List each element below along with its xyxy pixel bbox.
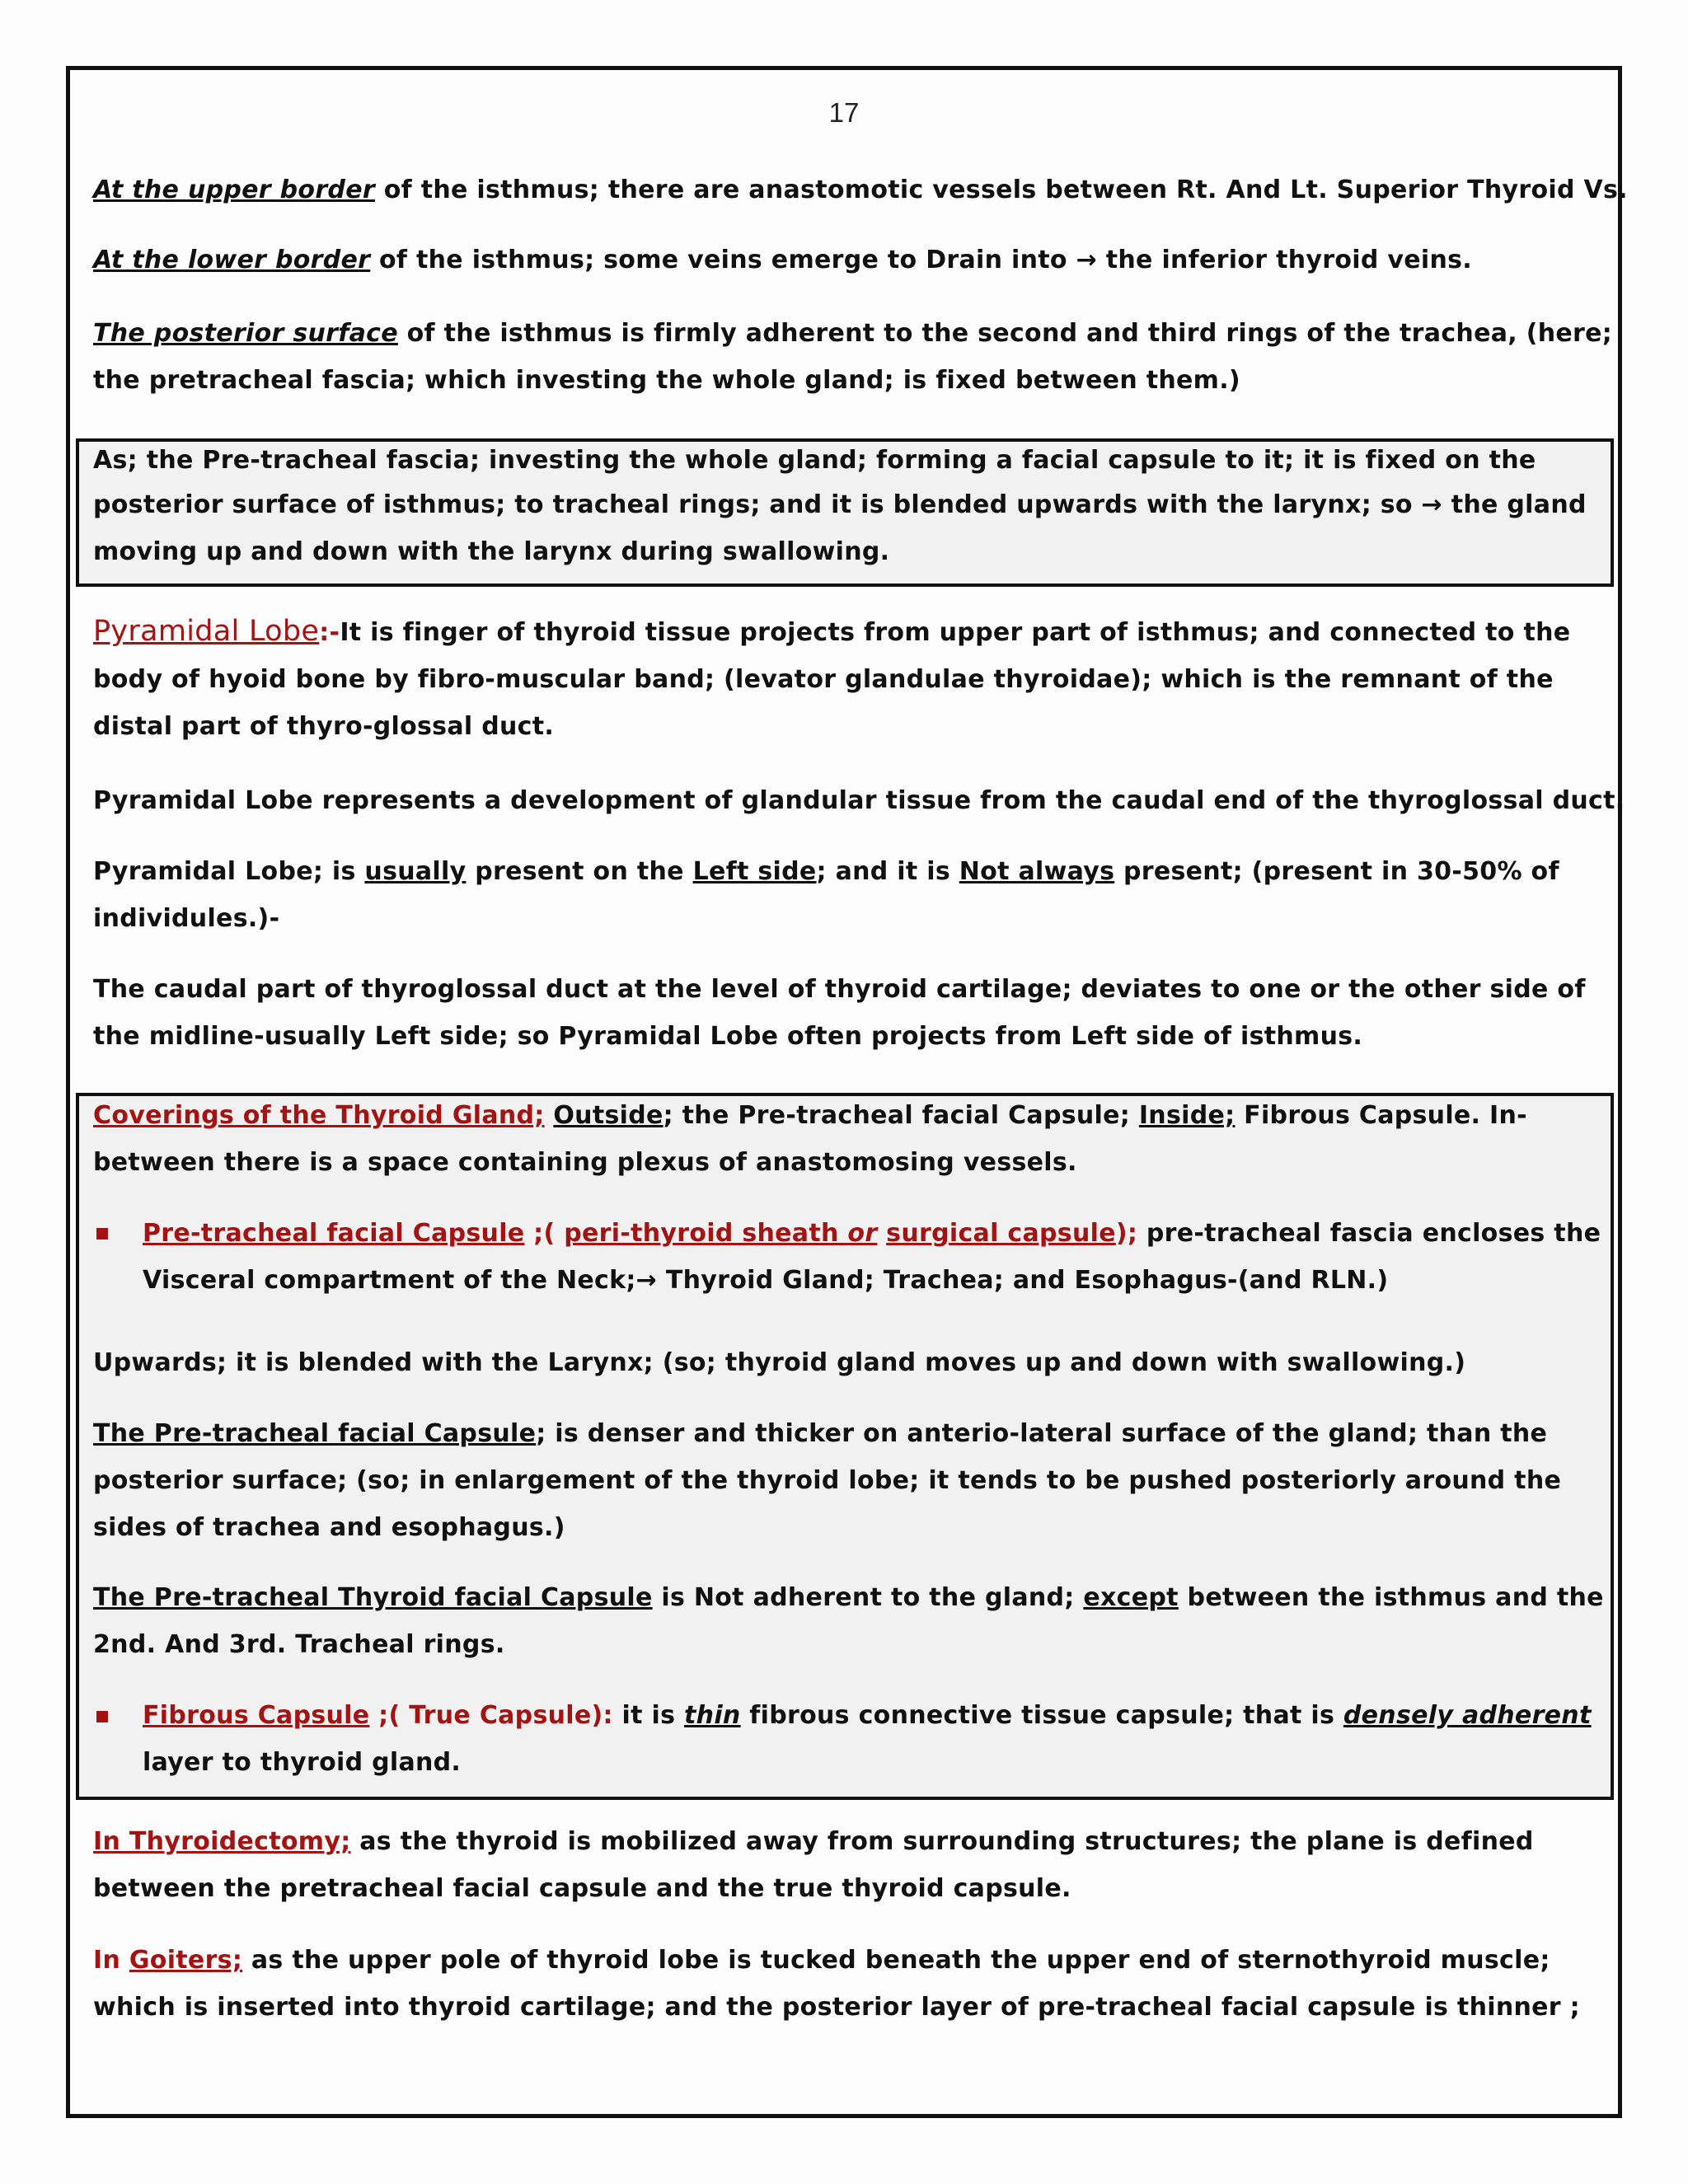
pyr-side-not-always: Not always: [959, 857, 1115, 886]
caudal-part-line1: The caudal part of thyroglossal duct at the level of thyroid cartilage; deviates to one or the other side of: [93, 975, 1586, 1004]
pyr-side-left: Left side: [692, 857, 817, 886]
upper-border-term: At the upper border: [93, 176, 375, 204]
pyramidal-side-paragraph: [93, 848, 1601, 942]
pyramidal-lobe-line1: It is finger of thyroid tissue projects from upper part of isthmus; and connected to the: [340, 618, 1571, 647]
posterior-surface-paragraph: [93, 310, 1613, 404]
pyramidal-lobe-heading: Pyramidal Lobe: [93, 615, 320, 648]
surgical-capsule: surgical capsule: [886, 1219, 1116, 1248]
upper-border-paragraph: [93, 166, 1628, 213]
pretracheal-capsule-bullet: [143, 1210, 1651, 1304]
fibrous-capsule-bullet: [143, 1692, 1651, 1786]
fascia-note-text: [93, 437, 1601, 575]
pyramidal-lobe-paragraph: [93, 608, 1601, 750]
b2-c: it is: [612, 1701, 685, 1730]
thyroid-facial-capsule-term: The Pre-tracheal Thyroid facial Capsule: [93, 1583, 653, 1612]
caudal-part-paragraph: [93, 966, 1601, 1060]
pyr-side-usually: usually: [364, 857, 467, 886]
pyr-side-e: ; and it is: [816, 857, 959, 886]
pyramidal-lobe-line2: body of hyoid bone by fibro-muscular band; (levator glandulae thyroidae); which is the remnant of the: [93, 665, 1554, 694]
posterior-surface-line2: the pretracheal fascia; which investing the whole gland; is fixed between them.): [93, 366, 1240, 395]
thyroidectomy-paragraph: [93, 1818, 1601, 1912]
lower-border-text: of the isthmus; some veins emerge to Drain into → the inferior thyroid veins.: [370, 246, 1472, 274]
pretracheal-capsule-term: Pre-tracheal facial Capsule: [143, 1219, 525, 1248]
not-adherent-paragraph: [93, 1574, 1604, 1668]
fascia-note-line3: moving up and down with the larynx during swallowing.: [93, 537, 890, 566]
fibrous-capsule-term: Fibrous Capsule: [143, 1701, 370, 1730]
coverings-inside: Inside;: [1138, 1101, 1236, 1130]
b2-e: fibrous connective tissue capsule; that is: [740, 1701, 1343, 1730]
not-adherent-line2: 2nd. And 3rd. Tracheal rings.: [93, 1630, 505, 1659]
denser-capsule-paragraph: [93, 1410, 1601, 1551]
caudal-part-line2: the midline-usually Left side; so Pyramidal Lobe often projects from Left side of isthmus.: [93, 1022, 1363, 1051]
pyr-side-c: present on the: [466, 857, 693, 886]
goiters-heading: Goiters;: [129, 1946, 243, 1975]
upwards-paragraph: Upwards; it is blended with the Larynx; (so; thyroid gland moves up and down with swallowing.): [93, 1348, 1466, 1377]
not-adherent-b: is Not adherent to the gland;: [652, 1583, 1084, 1612]
upper-border-text: of the isthmus; there are anastomotic vessels between Rt. And Lt. Superior Thyroid Vs.: [374, 176, 1628, 204]
peri-thyroid-sheath: peri-thyroid sheath: [564, 1219, 848, 1248]
densely-adherent-term: densely adherent: [1343, 1701, 1592, 1730]
pyr-side-line2: individules.)-: [93, 904, 280, 933]
denser-line3: sides of trachea and esophagus.): [93, 1513, 565, 1542]
true-capsule: ;( True Capsule):: [369, 1701, 613, 1730]
posterior-surface-term: The posterior surface: [93, 319, 398, 348]
denser-line1: ; is denser and thicker on anterio-lateral surface of the gland; than the: [536, 1419, 1548, 1448]
lower-border-term: At the lower border: [93, 246, 371, 274]
pyramidal-lobe-line3: distal part of thyro-glossal duct.: [93, 712, 555, 741]
denser-line2: posterior surface; (so; in enlargement of the thyroid lobe; it tends to be pushed posteriorly around the: [93, 1466, 1562, 1495]
thyroidectomy-line2: between the pretracheal facial capsule and the true thyroid capsule.: [93, 1874, 1071, 1903]
pyramidal-lobe-sep: :-: [319, 618, 340, 647]
fascia-note-line2: posterior surface of isthmus; to tracheal rings; and it is blended upwards with the larynx; so → the gland: [93, 490, 1587, 519]
posterior-surface-text: of the isthmus is firmly adherent to the second and third rings of the trachea, (here;: [397, 319, 1613, 348]
thin-term: thin: [684, 1701, 741, 1730]
bullet-icon: [96, 1228, 108, 1240]
goiters-line2: which is inserted into thyroid cartilage; and the posterior layer of pre-tracheal facial capsule is thinner ;: [93, 1993, 1580, 2022]
coverings-line2: between there is a space containing plexus of anastomosing vessels.: [93, 1148, 1077, 1177]
b1-space: [877, 1219, 886, 1248]
goiters-paragraph: [93, 1937, 1601, 2031]
fascia-note-line1: As; the Pre-tracheal fascia; investing the whole gland; forming a facial capsule to it; it is fixed on the: [93, 446, 1536, 475]
not-adherent-d: between the isthmus and the: [1178, 1583, 1604, 1612]
bullet-icon: [96, 1711, 108, 1722]
lower-border-paragraph: [93, 237, 1601, 284]
page-number: 17: [828, 97, 860, 128]
coverings-heading: Coverings of the Thyroid Gland;: [93, 1101, 545, 1130]
pretracheal-capsule-term2: The Pre-tracheal facial Capsule: [93, 1419, 537, 1448]
pretracheal-capsule-line2: Visceral compartment of the Neck;→ Thyroid Gland; Trachea; and Esophagus-(and RLN.): [143, 1266, 1389, 1295]
pyr-side-g: present; (present in 30-50% of: [1114, 857, 1559, 886]
b1-rest: pre-tracheal fascia encloses the: [1137, 1219, 1601, 1248]
goiters-line1: as the upper pole of thyroid lobe is tucked beneath the upper end of sternothyroid muscle;: [242, 1946, 1550, 1975]
thyroidectomy-heading: In Thyroidectomy;: [93, 1827, 351, 1856]
coverings-mid: ; the Pre-tracheal facial Capsule;: [663, 1101, 1139, 1130]
except-term: except: [1083, 1583, 1179, 1612]
b1-sep: ;(: [524, 1219, 565, 1248]
b1-close: );: [1115, 1219, 1138, 1248]
goiters-in: In: [93, 1946, 129, 1975]
coverings-end: Fibrous Capsule. In-: [1235, 1101, 1527, 1130]
fibrous-capsule-line2: layer to thyroid gland.: [143, 1748, 462, 1777]
thyroidectomy-line1: as the thyroid is mobilized away from surrounding structures; the plane is defined: [350, 1827, 1534, 1856]
pyr-side-a: Pyramidal Lobe; is: [93, 857, 365, 886]
pyramidal-development-paragraph: Pyramidal Lobe represents a development of glandular tissue from the caudal end of the thyroglossal duct.: [93, 786, 1625, 815]
coverings-outside: Outside: [553, 1101, 663, 1130]
coverings-paragraph: [93, 1092, 1601, 1186]
b1-or: or: [847, 1219, 878, 1248]
